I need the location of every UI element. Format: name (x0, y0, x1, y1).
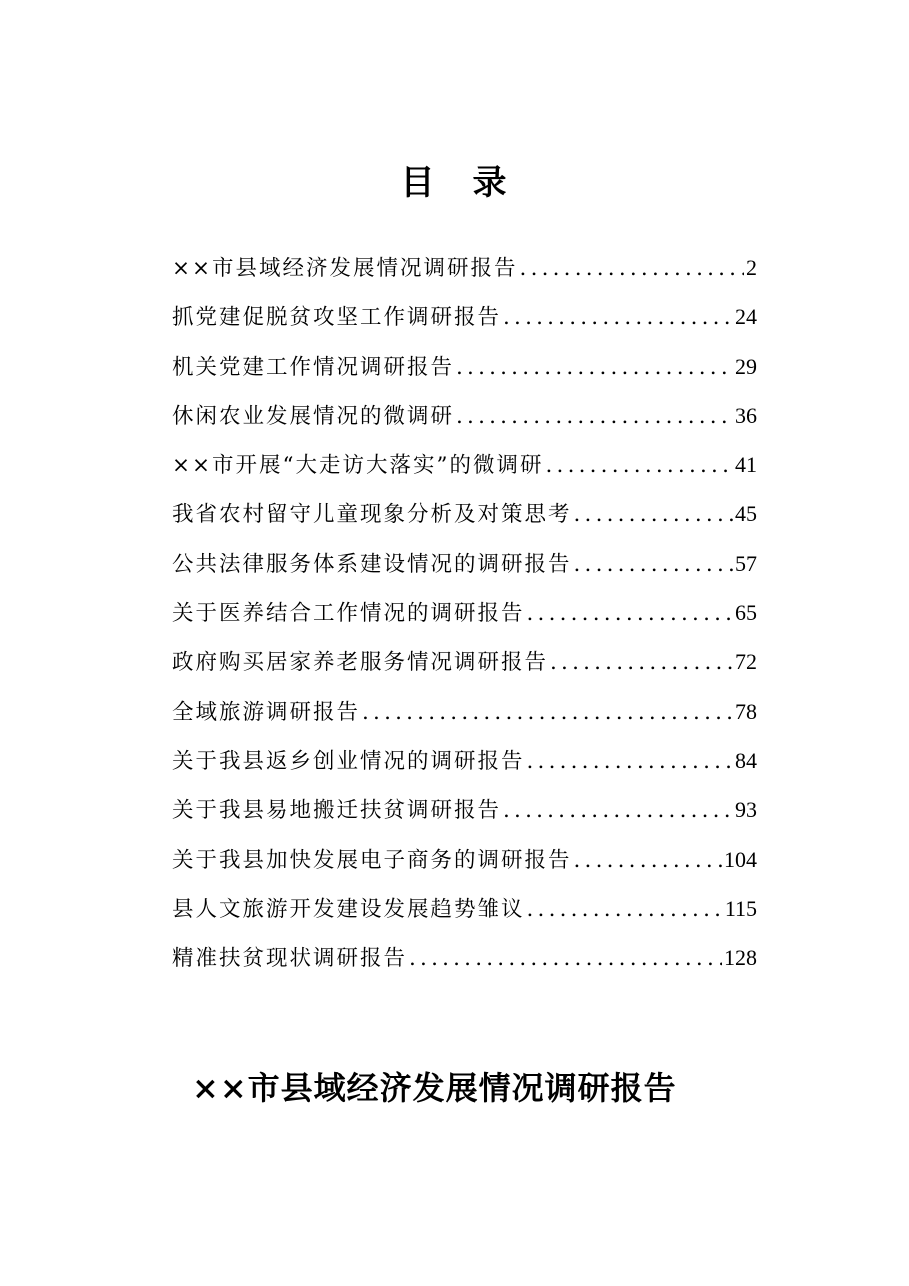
toc-entry-label: 关于我县返乡创业情况的调研报告 (172, 748, 525, 774)
toc-dot-leader (550, 642, 733, 684)
toc-entry-label: 抓党建促脱贫攻坚工作调研报告 (172, 305, 502, 331)
toc-entry[interactable] (172, 247, 757, 296)
toc-entry-page: 72 (735, 649, 757, 675)
table-of-contents (172, 247, 757, 986)
toc-entry[interactable] (172, 444, 757, 493)
toc-entry[interactable] (172, 543, 757, 592)
toc-dot-leader (527, 889, 723, 931)
toc-entry-label: 公共法律服务体系建设情况的调研报告 (172, 551, 572, 577)
toc-entry[interactable] (172, 641, 757, 690)
toc-entry-label: 关于我县加快发展电子商务的调研报告 (172, 847, 572, 873)
toc-dot-leader (503, 790, 733, 832)
toc-dot-leader (409, 938, 722, 980)
toc-dot-leader (527, 593, 733, 635)
section-heading: ××市县域经济发展情况调研报告 (192, 1069, 677, 1107)
toc-entry-page: 84 (735, 747, 757, 773)
toc-entry-label: ××市县域经济发展情况调研报告 (172, 256, 518, 281)
toc-entry-page: 128 (724, 945, 757, 971)
toc-entry-page: 36 (735, 402, 757, 428)
toc-entry-label: 县人文旅游开发建设发展趋势雏议 (172, 896, 525, 922)
toc-entry-label: 关于我县易地搬迁扶贫调研报告 (172, 798, 502, 824)
toc-entry[interactable] (172, 493, 757, 542)
toc-entry-page: 2 (746, 255, 757, 280)
toc-entry[interactable] (172, 395, 757, 444)
toc-entry[interactable] (172, 296, 757, 345)
toc-entry[interactable] (172, 839, 757, 888)
toc-entry-page: 93 (735, 797, 757, 823)
toc-entry-label: 关于医养结合工作情况的调研报告 (172, 601, 525, 627)
toc-entry[interactable] (172, 740, 757, 789)
toc-entry-label: 精准扶贫现状调研报告 (172, 946, 408, 972)
toc-entry-page: 57 (735, 550, 757, 576)
toc-entry[interactable] (172, 937, 757, 986)
toc-entry-page: 78 (735, 698, 757, 724)
toc-entry-label: 我省农村留守儿童现象分析及对策思考 (172, 502, 572, 528)
toc-dot-leader (527, 741, 733, 783)
toc-entry-page: 65 (735, 600, 757, 626)
toc-entry-page: 24 (735, 304, 757, 330)
toc-entry-page: 29 (735, 353, 757, 379)
toc-entry[interactable] (172, 346, 757, 395)
toc-dot-leader (574, 494, 733, 536)
toc-entry-page: 104 (724, 846, 757, 872)
toc-dot-leader (456, 396, 733, 438)
toc-entry-label: 全域旅游调研报告 (172, 699, 361, 725)
toc-entry[interactable] (172, 789, 757, 838)
toc-entry[interactable] (172, 888, 757, 937)
toc-dot-leader (520, 248, 744, 290)
toc-entry[interactable] (172, 592, 757, 641)
toc-entry-page: 115 (724, 895, 757, 921)
toc-dot-leader (456, 347, 733, 389)
toc-dot-leader (574, 840, 722, 882)
toc-title: 目 录 (400, 163, 509, 203)
toc-dot-leader (546, 445, 733, 487)
toc-entry-label: 机关党建工作情况调研报告 (172, 354, 455, 380)
toc-entry[interactable] (172, 691, 757, 740)
toc-entry-page: 45 (735, 501, 757, 527)
toc-entry-page: 41 (735, 452, 757, 478)
toc-dot-leader (362, 692, 733, 734)
toc-entry-label: ××市开展“大走访大落实”的微调研 (172, 453, 544, 479)
toc-entry-label: 休闲农业发展情况的微调研 (172, 403, 455, 429)
toc-entry-label: 政府购买居家养老服务情况调研报告 (172, 650, 549, 676)
toc-dot-leader (503, 297, 733, 339)
toc-dot-leader (574, 544, 733, 586)
